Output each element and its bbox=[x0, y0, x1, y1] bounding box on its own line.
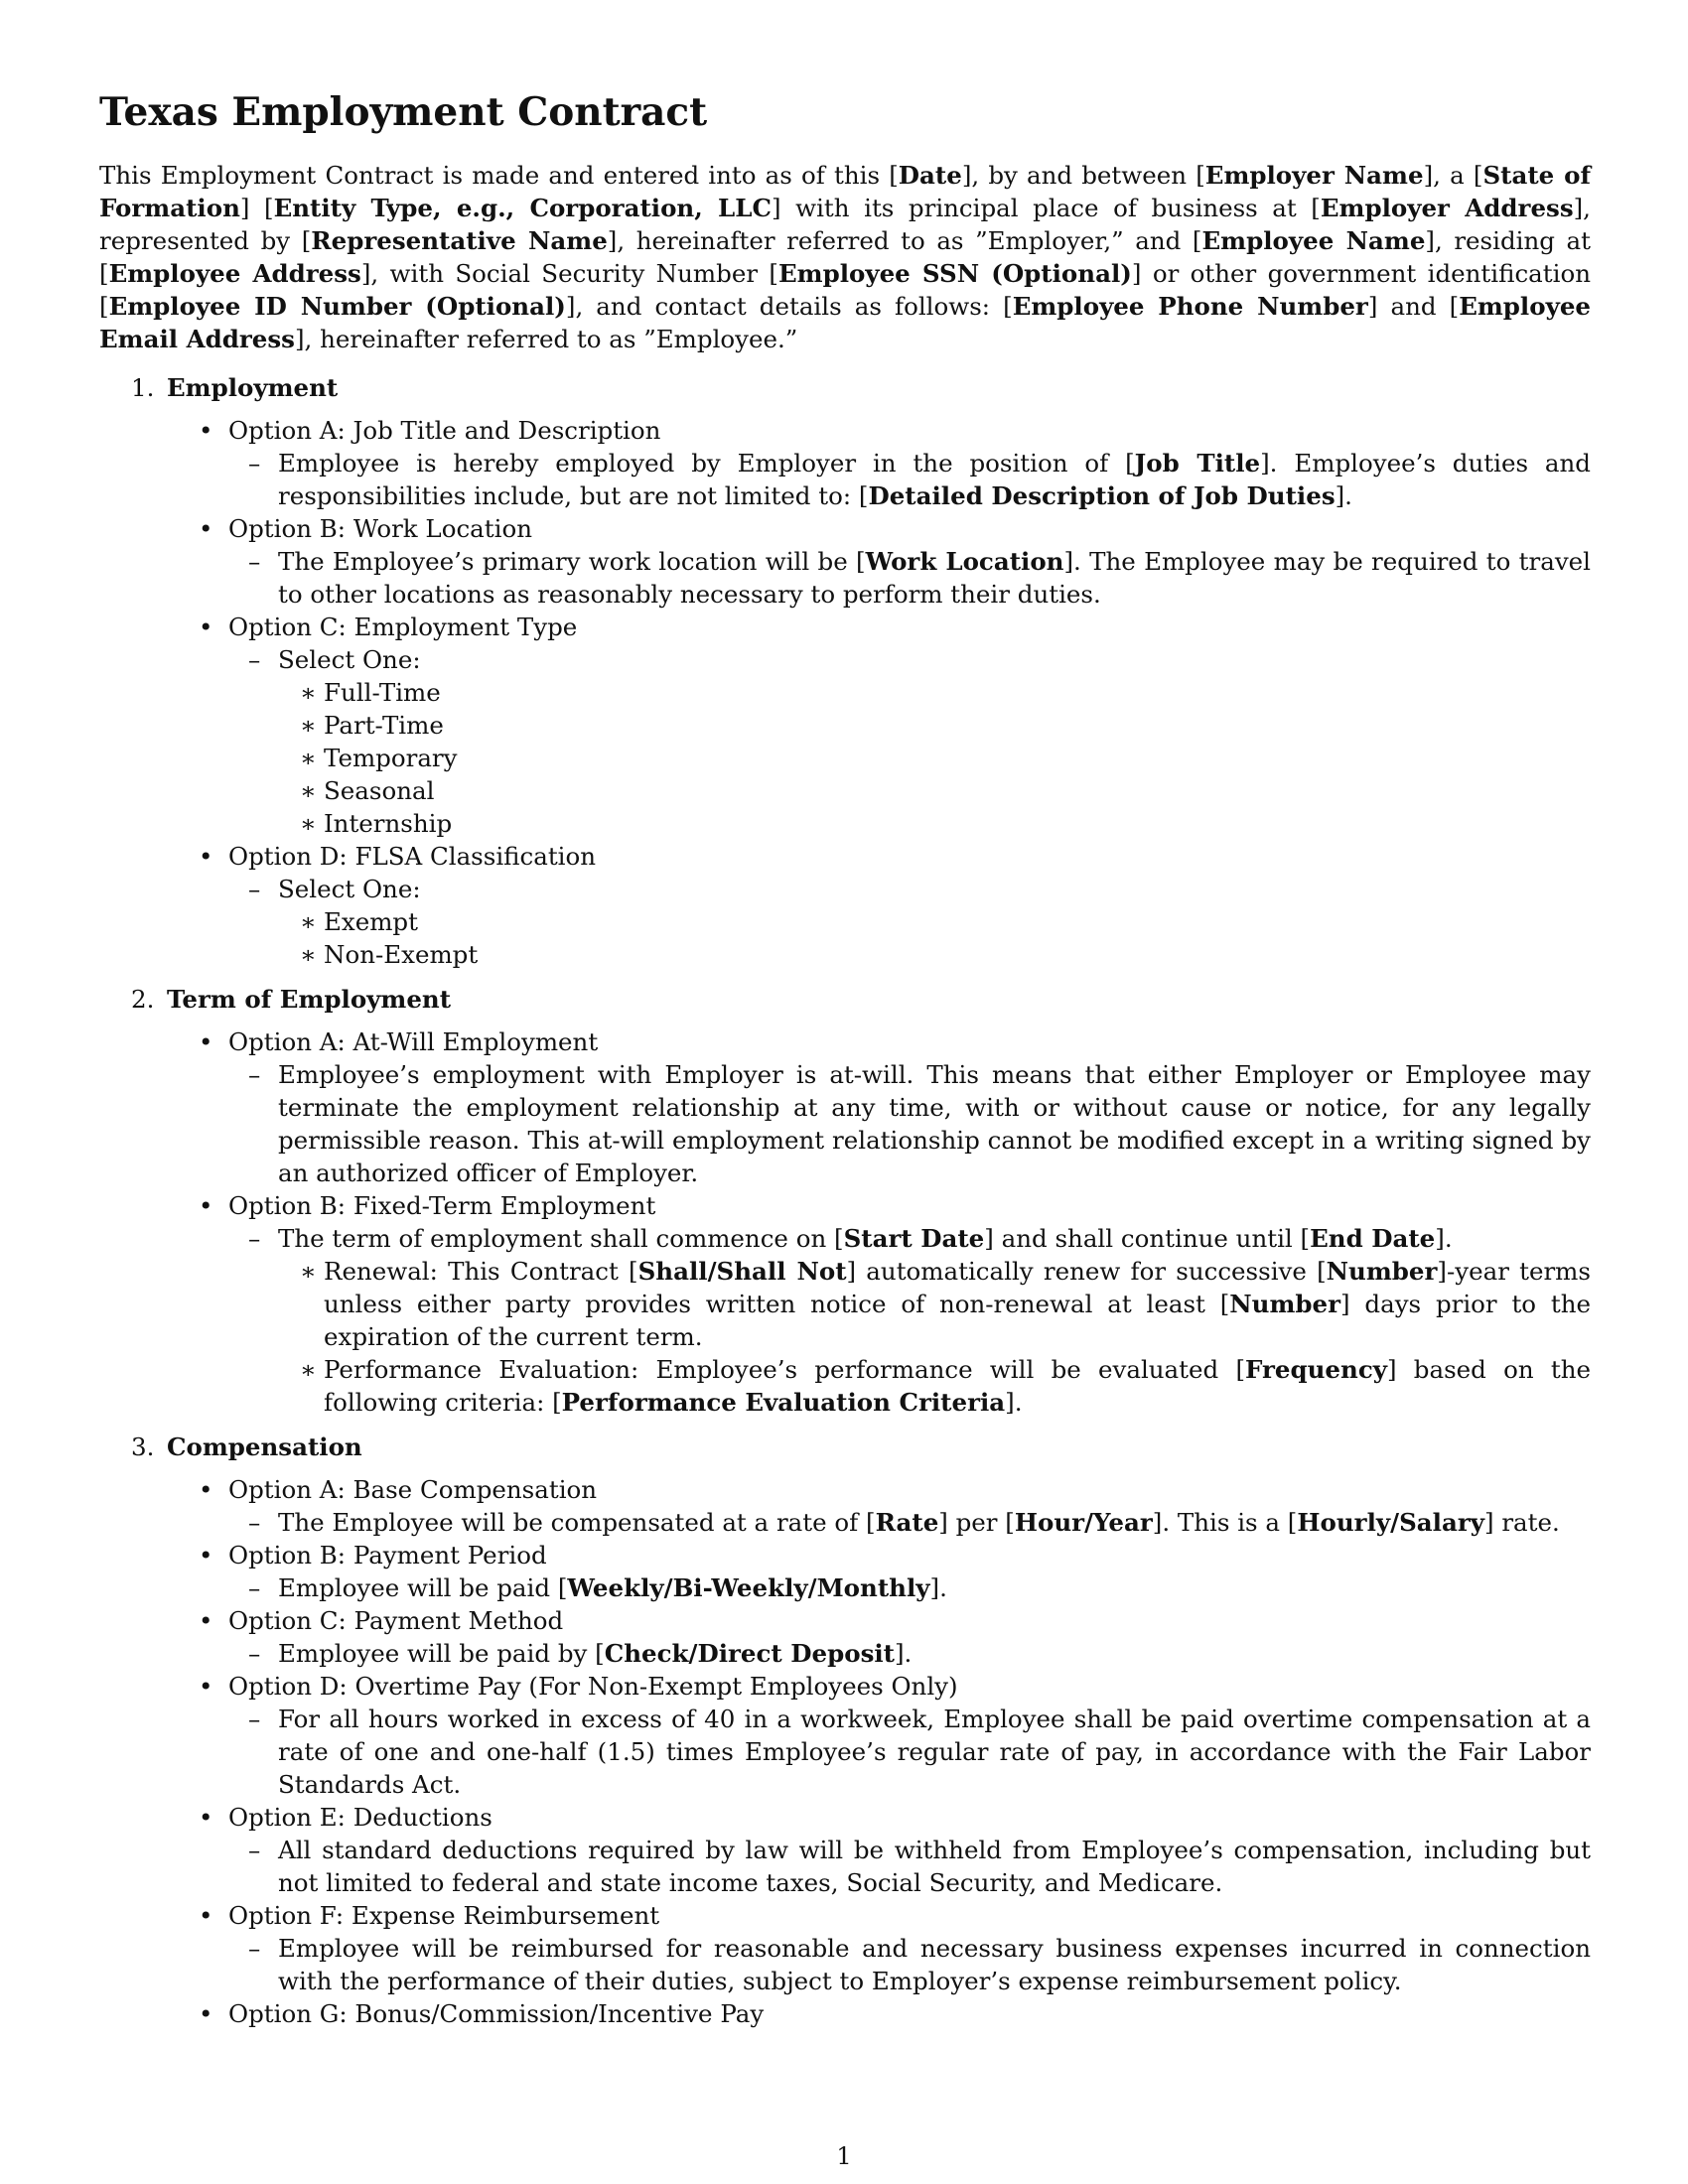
placeholder-field: Number bbox=[1229, 1290, 1341, 1318]
option-label: • Option D: Overtime Pay (For Non-Exempt Employees Only) bbox=[228, 1672, 958, 1701]
sub-choice bbox=[278, 938, 1591, 971]
dash-marker: – bbox=[248, 449, 261, 478]
sub-choice bbox=[278, 774, 1591, 807]
option-detail-list bbox=[228, 1222, 1591, 1419]
section-heading bbox=[131, 371, 1591, 404]
section-title: Employment bbox=[167, 373, 339, 402]
section-number: 2. bbox=[131, 985, 155, 1014]
placeholder-field: Employee Phone Number bbox=[1012, 292, 1368, 321]
option-item bbox=[99, 512, 1591, 611]
option-label: • Option B: Payment Period bbox=[228, 1541, 547, 1570]
dash-marker: – bbox=[248, 1573, 261, 1602]
section bbox=[99, 1431, 1591, 2030]
option-detail bbox=[228, 873, 1591, 971]
dash-marker: – bbox=[248, 1508, 261, 1537]
text-run: Employee’s employment with Employer is at-will. This means that either Employer or Employee may terminate the employment relationship at any time, with or without cause or notice, for any legally permissible reason. This at-will employment relationship cannot be modified except in a writing signed by an authorized officer of Employer. bbox=[278, 1060, 1591, 1187]
section-heading bbox=[131, 1431, 1591, 1463]
text-run: Employee is hereby employed by Employer in the position of [ bbox=[278, 449, 1135, 478]
dash-marker: – bbox=[248, 875, 261, 903]
sub-choice-list bbox=[278, 1255, 1591, 1419]
option-label: • Option A: Job Title and Description bbox=[228, 416, 661, 445]
option-detail bbox=[228, 643, 1591, 840]
option-detail-list bbox=[228, 1703, 1591, 1801]
placeholder-field: Start Date bbox=[843, 1224, 985, 1253]
option-detail bbox=[228, 1506, 1591, 1539]
text-run: Employee will be paid [ bbox=[278, 1573, 568, 1602]
text-run: The term of employment shall commence on [ bbox=[278, 1224, 844, 1253]
option-detail-list bbox=[228, 545, 1591, 611]
placeholder-field: Date bbox=[898, 161, 962, 190]
text-run: Select One: bbox=[278, 645, 421, 674]
placeholder-field: Representative Name bbox=[311, 226, 608, 255]
sub-choice bbox=[278, 709, 1591, 742]
asterisk-marker: ∗ bbox=[300, 1355, 317, 1384]
dash-marker: – bbox=[248, 1836, 261, 1864]
option-item bbox=[99, 1189, 1591, 1419]
placeholder-field: Employee ID Number (Optional) bbox=[108, 292, 566, 321]
placeholder-field: Frequency bbox=[1245, 1355, 1387, 1384]
option-detail bbox=[228, 1703, 1591, 1801]
placeholder-field: Shall/Shall Not bbox=[637, 1257, 847, 1286]
option-label: • Option B: Work Location bbox=[228, 514, 532, 543]
option-item bbox=[99, 1670, 1591, 1801]
text-run: ], hereinafter referred to as ”Employee.” bbox=[294, 325, 798, 353]
placeholder-field: End Date bbox=[1310, 1224, 1436, 1253]
option-detail bbox=[228, 1932, 1591, 1997]
placeholder-field: Performance Evaluation Criteria bbox=[561, 1388, 1006, 1417]
text-run: ]. Employee’s duties and responsibilities include, but are not limited to: [ bbox=[278, 449, 1591, 510]
text-run: ], residing at [ bbox=[99, 226, 1591, 288]
text-run: ]. bbox=[1005, 1388, 1023, 1417]
option-detail-list bbox=[228, 1506, 1591, 1539]
option-label: • Option C: Payment Method bbox=[228, 1606, 564, 1635]
options-list bbox=[99, 1025, 1591, 1419]
placeholder-field: Employee Email Address bbox=[99, 292, 1591, 353]
asterisk-marker: ∗ bbox=[300, 678, 317, 707]
option-item bbox=[99, 1899, 1591, 1997]
section-number: 3. bbox=[131, 1433, 155, 1461]
asterisk-marker: ∗ bbox=[300, 1257, 317, 1286]
option-detail-list bbox=[228, 643, 1591, 840]
placeholder-field: Employee Name bbox=[1201, 226, 1426, 255]
option-detail-list bbox=[228, 447, 1591, 512]
text-run: ], a [ bbox=[1423, 161, 1483, 190]
section-title: Term of Employment bbox=[167, 985, 452, 1014]
asterisk-marker: ∗ bbox=[300, 940, 317, 969]
placeholder-field: Entity Type, e.g., Corporation, LLC bbox=[273, 194, 773, 222]
section bbox=[99, 983, 1591, 1419]
text-run: For all hours worked in excess of 40 in a workweek, Employee shall be paid overtime compensation at a rate of one and one-half (1.5) times Employee’s regular rate of pay, in accordance with the Fair Labor Standards Act. bbox=[278, 1705, 1591, 1799]
text-run: Temporary bbox=[324, 744, 458, 772]
text-run: Exempt bbox=[324, 907, 418, 936]
option-label: • Option A: Base Compensation bbox=[228, 1475, 598, 1504]
text-run: ]-year terms unless either party provides written notice of non-renewal at least [ bbox=[324, 1257, 1591, 1318]
option-detail-list bbox=[228, 873, 1591, 971]
sub-choice bbox=[278, 807, 1591, 840]
option-detail-list bbox=[228, 1571, 1591, 1604]
text-run: ] and shall continue until [ bbox=[984, 1224, 1311, 1253]
dash-marker: – bbox=[248, 645, 261, 674]
asterisk-marker: ∗ bbox=[300, 744, 317, 772]
page-number: 1 bbox=[836, 2142, 852, 2170]
option-detail-list bbox=[228, 1058, 1591, 1189]
option-label: • Option A: At-Will Employment bbox=[228, 1027, 599, 1056]
placeholder-field: Hourly/Salary bbox=[1297, 1508, 1484, 1537]
dash-marker: – bbox=[248, 1060, 261, 1089]
option-detail bbox=[228, 1571, 1591, 1604]
dash-marker: – bbox=[248, 1224, 261, 1253]
option-label: • Option G: Bonus/Commission/Incentive Pay bbox=[228, 1999, 765, 2028]
placeholder-field: Detailed Description of Job Duties bbox=[868, 481, 1336, 510]
sub-choice-list bbox=[278, 905, 1591, 971]
document-page bbox=[99, 89, 1591, 2030]
intro-paragraph bbox=[99, 159, 1591, 355]
option-item bbox=[99, 1604, 1591, 1670]
text-run: ], and contact details as follows: [ bbox=[565, 292, 1013, 321]
placeholder-field: Number bbox=[1326, 1257, 1438, 1286]
option-detail bbox=[228, 1058, 1591, 1189]
dash-marker: – bbox=[248, 1705, 261, 1733]
text-run: ], by and between [ bbox=[961, 161, 1205, 190]
section-number: 1. bbox=[131, 373, 155, 402]
option-label: • Option F: Expense Reimbursement bbox=[228, 1901, 660, 1930]
text-run: This Employment Contract is made and entered into as of this [ bbox=[99, 161, 899, 190]
option-label: • Option B: Fixed-Term Employment bbox=[228, 1191, 656, 1220]
text-run: ] and [ bbox=[1367, 292, 1460, 321]
text-run: ], represented by [ bbox=[99, 194, 1591, 255]
placeholder-field: Employer Address bbox=[1320, 194, 1574, 222]
dash-marker: – bbox=[248, 1934, 261, 1963]
asterisk-marker: ∗ bbox=[300, 776, 317, 805]
option-detail bbox=[228, 545, 1591, 611]
option-detail bbox=[228, 447, 1591, 512]
sub-choice-list bbox=[278, 676, 1591, 840]
sub-choice bbox=[278, 905, 1591, 938]
placeholder-field: State of Formation bbox=[99, 161, 1592, 222]
text-run: ]. bbox=[929, 1573, 947, 1602]
option-detail bbox=[228, 1222, 1591, 1419]
option-detail bbox=[228, 1637, 1591, 1670]
option-detail-list bbox=[228, 1834, 1591, 1899]
text-run: All standard deductions required by law will be withheld from Employee’s compensation, including but not limited to federal and state income taxes, Social Security, and Medicare. bbox=[278, 1836, 1591, 1897]
option-label: • Option C: Employment Type bbox=[228, 613, 578, 641]
sections-list bbox=[99, 371, 1591, 2030]
placeholder-field: Work Location bbox=[865, 547, 1064, 576]
options-list bbox=[99, 414, 1591, 971]
text-run: Part-Time bbox=[324, 711, 444, 740]
text-run: ] based on the following criteria: [ bbox=[324, 1355, 1591, 1417]
text-run: ] rate. bbox=[1483, 1508, 1560, 1537]
option-detail-list bbox=[228, 1637, 1591, 1670]
options-list bbox=[99, 1473, 1591, 2030]
option-item bbox=[99, 840, 1591, 971]
text-run: Full-Time bbox=[324, 678, 441, 707]
text-run: ]. The Employee may be required to travel to other locations as reasonably necessary to perform their duties. bbox=[278, 547, 1592, 609]
section-heading bbox=[131, 983, 1591, 1016]
option-label: • Option D: FLSA Classification bbox=[228, 842, 597, 871]
option-item bbox=[99, 1473, 1591, 1539]
option-item bbox=[99, 1801, 1591, 1899]
sub-choice bbox=[278, 1353, 1591, 1419]
sub-choice bbox=[278, 676, 1591, 709]
placeholder-field: Rate bbox=[875, 1508, 939, 1537]
text-run: Seasonal bbox=[324, 776, 435, 805]
dash-marker: – bbox=[248, 547, 261, 576]
text-run: Internship bbox=[324, 809, 453, 838]
asterisk-marker: ∗ bbox=[300, 907, 317, 936]
placeholder-field: Weekly/Bi-Weekly/Monthly bbox=[567, 1573, 930, 1602]
text-run: Non-Exempt bbox=[324, 940, 479, 969]
text-run: Renewal: This Contract [ bbox=[324, 1257, 638, 1286]
text-run: ], with Social Security Number [ bbox=[360, 259, 778, 288]
text-run: Employee will be reimbursed for reasonable and necessary business expenses incurred in connection with the performance of their duties, subject to Employer’s expense reimbursement policy. bbox=[278, 1934, 1591, 1995]
text-run: ] [ bbox=[239, 194, 274, 222]
text-run: ]. bbox=[1335, 481, 1352, 510]
text-run: ] with its principal place of business at [ bbox=[772, 194, 1321, 222]
placeholder-field: Employer Name bbox=[1204, 161, 1424, 190]
text-run: ] or other government identification [ bbox=[99, 259, 1591, 321]
option-label: • Option E: Deductions bbox=[228, 1803, 492, 1832]
document-title: Texas Employment Contract bbox=[99, 89, 708, 135]
placeholder-field: Employee SSN (Optional) bbox=[777, 259, 1132, 288]
text-run: ]. bbox=[1435, 1224, 1453, 1253]
sub-choice bbox=[278, 742, 1591, 774]
asterisk-marker: ∗ bbox=[300, 809, 317, 838]
text-run: ]. This is a [ bbox=[1152, 1508, 1298, 1537]
option-item bbox=[99, 1997, 1591, 2030]
placeholder-field: Job Title bbox=[1134, 449, 1261, 478]
text-run: ] days prior to the expiration of the current term. bbox=[324, 1290, 1592, 1351]
text-run: Performance Evaluation: Employee’s performance will be evaluated [ bbox=[324, 1355, 1246, 1384]
option-item bbox=[99, 1539, 1591, 1604]
text-run: ] per [ bbox=[938, 1508, 1015, 1537]
section bbox=[99, 371, 1591, 971]
text-run: Select One: bbox=[278, 875, 421, 903]
text-run: The Employee’s primary work location will be [ bbox=[278, 547, 866, 576]
option-item bbox=[99, 414, 1591, 512]
option-detail-list bbox=[228, 1932, 1591, 1997]
placeholder-field: Check/Direct Deposit bbox=[604, 1639, 895, 1668]
placeholder-field: Employee Address bbox=[108, 259, 361, 288]
text-run: ] automatically renew for successive [ bbox=[846, 1257, 1327, 1286]
option-detail bbox=[228, 1834, 1591, 1899]
option-item bbox=[99, 1025, 1591, 1189]
dash-marker: – bbox=[248, 1639, 261, 1668]
option-item bbox=[99, 611, 1591, 840]
text-run: The Employee will be compensated at a rate of [ bbox=[278, 1508, 876, 1537]
section-title: Compensation bbox=[167, 1433, 362, 1461]
sub-choice bbox=[278, 1255, 1591, 1353]
asterisk-marker: ∗ bbox=[300, 711, 317, 740]
placeholder-field: Hour/Year bbox=[1014, 1508, 1153, 1537]
text-run: Employee will be paid by [ bbox=[278, 1639, 605, 1668]
text-run: ], hereinafter referred to as ”Employer,” and [ bbox=[607, 226, 1202, 255]
text-run: ]. bbox=[895, 1639, 913, 1668]
